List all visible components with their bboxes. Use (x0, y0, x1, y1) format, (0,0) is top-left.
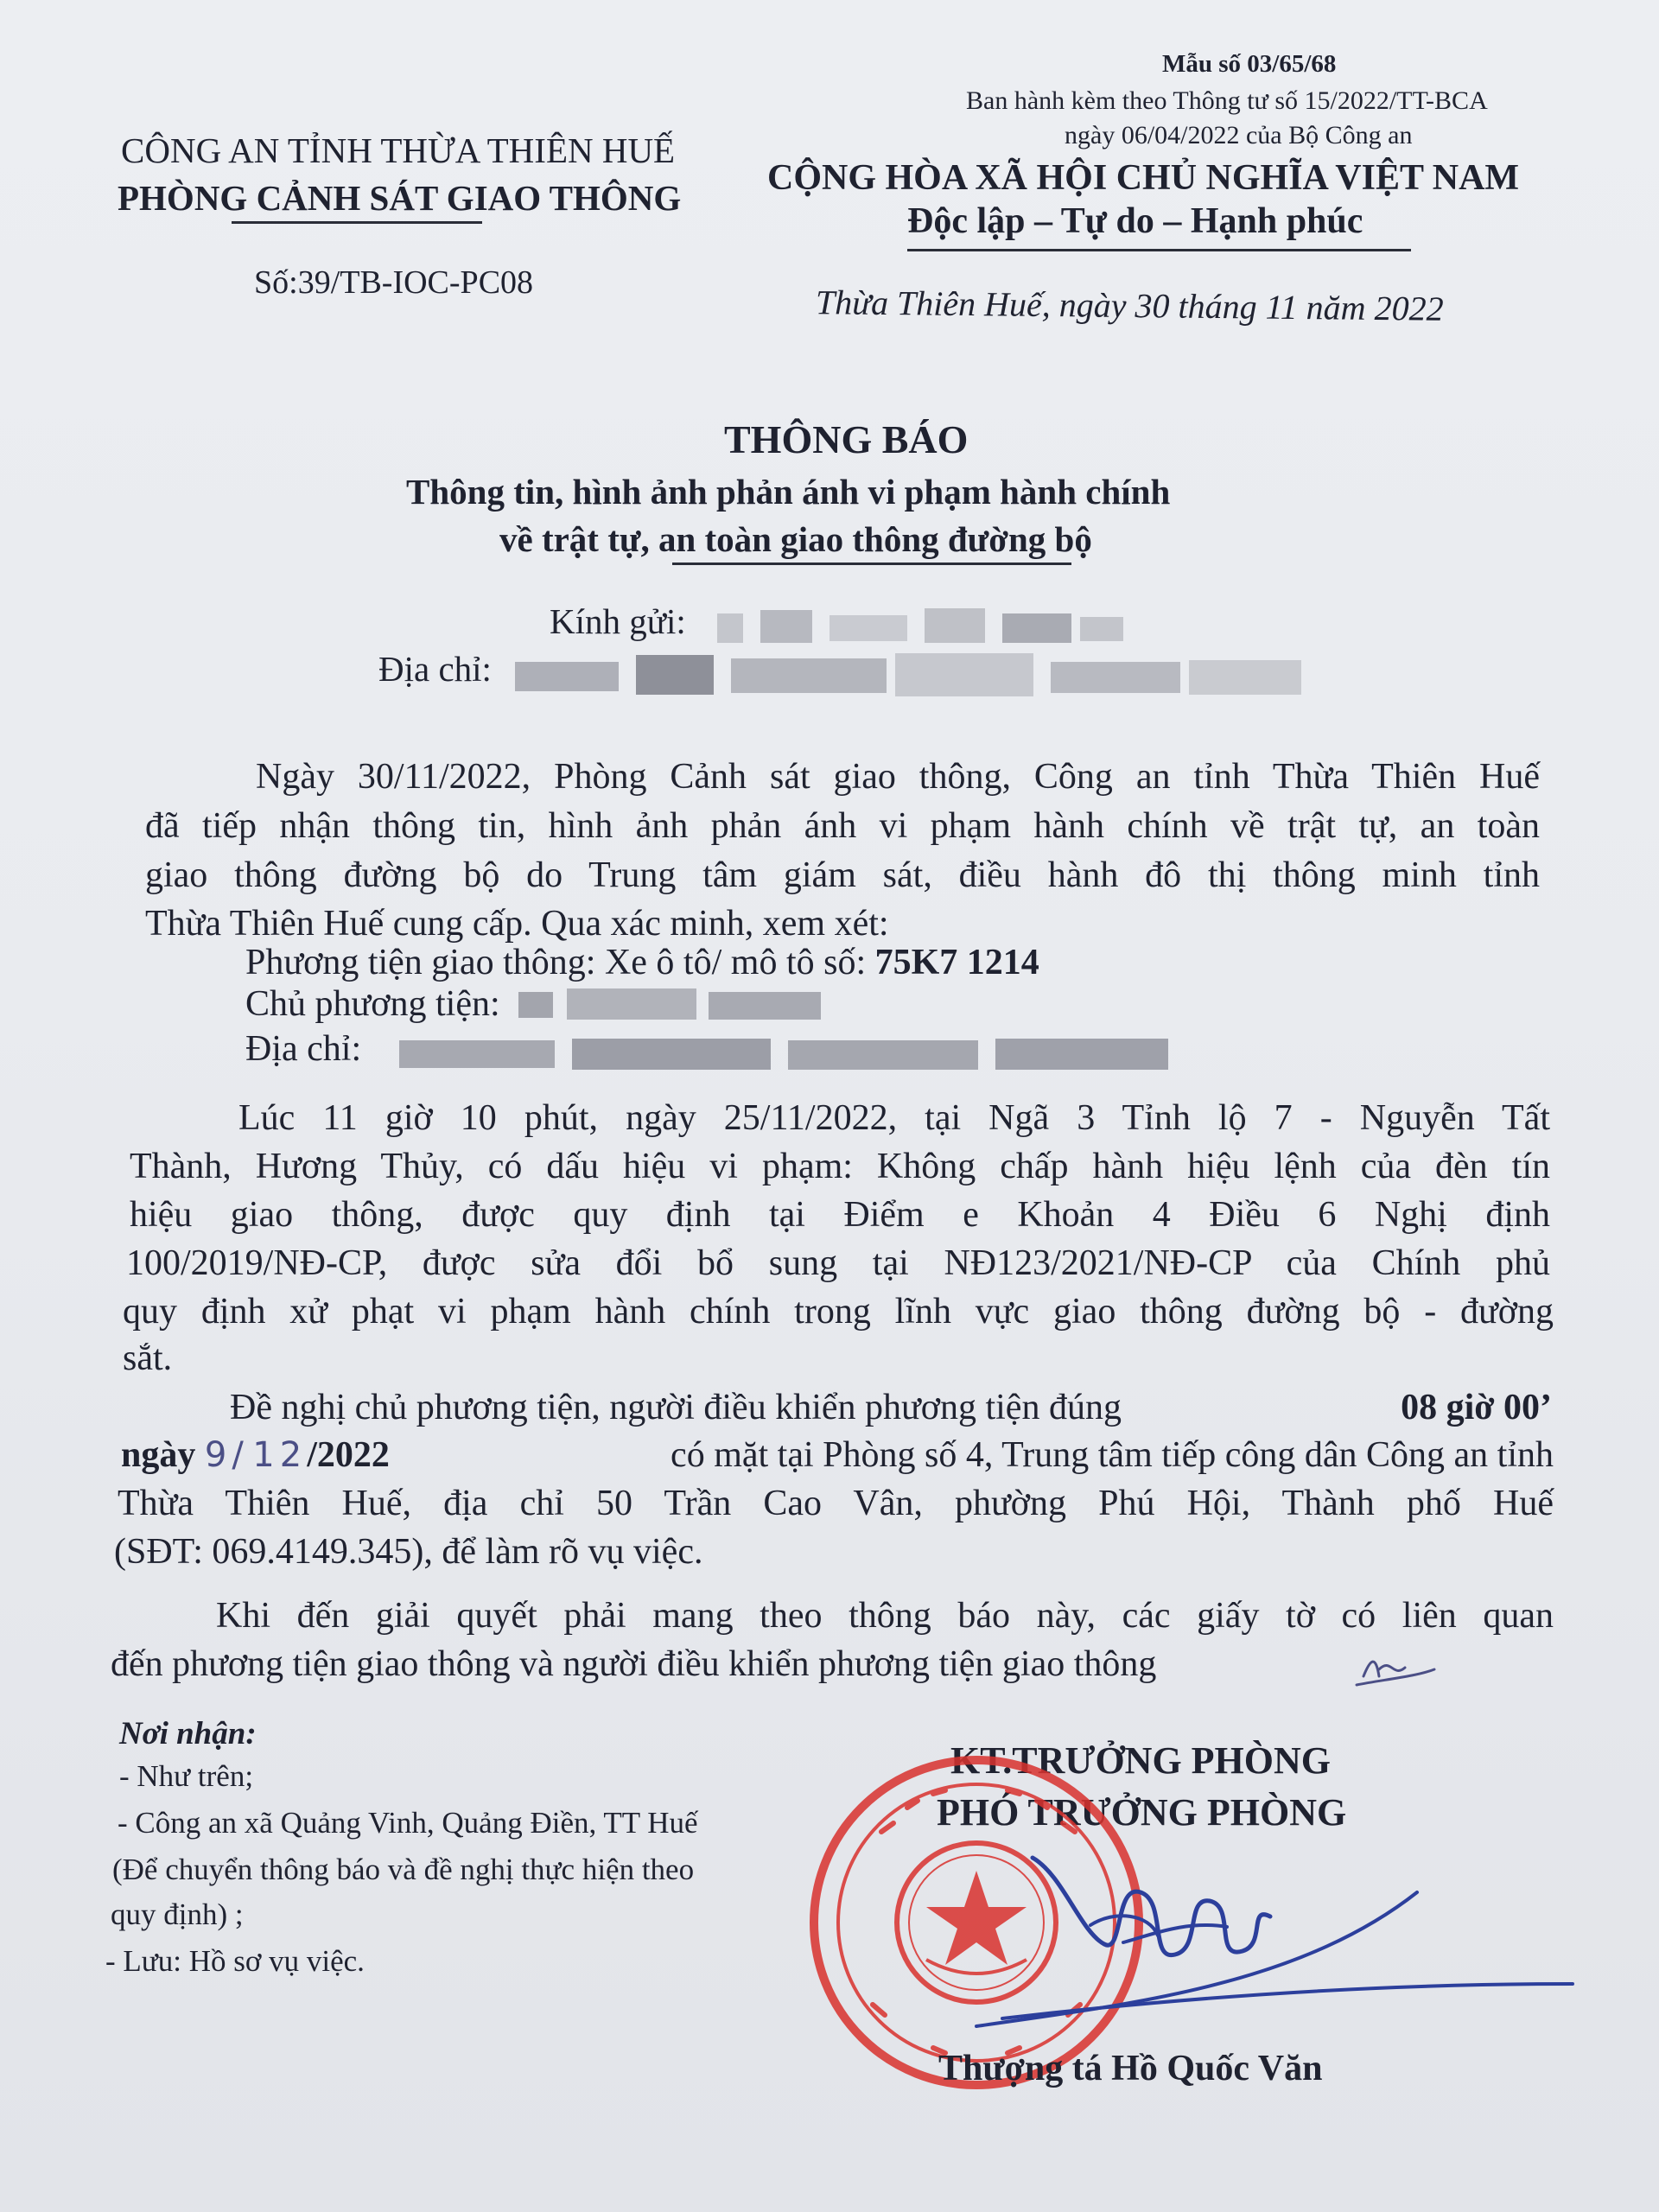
paragraph-2-line-6: sắt. (123, 1338, 173, 1378)
document-title: THÔNG BÁO (724, 417, 969, 461)
signer-name: Thượng tá Hồ Quốc Văn (938, 2049, 1323, 2088)
paragraph-4-line-2: đến phương tiện giao thông và người điều khiển phương tiện giao thông (111, 1644, 1157, 1684)
appointment-month: 12 (252, 1435, 308, 1475)
paragraph-1-line-2: đã tiếp nhận thông tin, hình ảnh phản ánh vi phạm hành chính về trật tự, an toàn (145, 806, 1540, 846)
vehicle-plate: 75K7 1214 (874, 943, 1039, 982)
receiver-item: quy định) ; (111, 1897, 244, 1931)
signer-title-2: PHÓ TRƯỞNG PHÒNG (937, 1791, 1347, 1834)
star-emblem-icon (926, 1871, 1027, 1965)
paragraph-3-line-4: (SĐT: 069.4149.345), để làm rõ vụ việc. (114, 1532, 703, 1572)
receiver-item: - Công an xã Quảng Vinh, Quảng Điền, TT Huế (118, 1806, 698, 1840)
owner-label: Chủ phương tiện: (245, 984, 500, 1024)
paragraph-2-line-2: Thành, Hương Thủy, có dấu hiệu vi phạm: Không chấp hành hiệu lệnh của đèn tín (130, 1147, 1550, 1186)
appointment-day: 9 (204, 1435, 232, 1475)
official-stamp (814, 1760, 1139, 2085)
receiver-item: - Như trên; (119, 1759, 254, 1793)
paragraph-2-line-4: 100/2019/NĐ-CP, được sửa đổi bổ sung tại NĐ123/2021/NĐ-CP của Chính phủ (126, 1243, 1550, 1283)
department-name: PHÒNG CẢNH SÁT GIAO THÔNG (118, 178, 682, 218)
appointment-year: /2022 (307, 1435, 390, 1475)
signer-title-1: KT.TRƯỞNG PHÒNG (950, 1739, 1331, 1782)
form-number: Mẫu số 03/65/68 (1162, 50, 1337, 78)
recipient-label: Kính gửi: (550, 601, 686, 641)
paragraph-2-line-3: hiệu giao thông, được quy định tại Điểm e Khoản 4 Điều 6 Nghị định (130, 1195, 1550, 1235)
owner-address-label: Địa chỉ: (245, 1029, 362, 1069)
paragraph-3-line-1-text: Đề nghị chủ phương tiện, người điều khiển phương tiện đúng (230, 1388, 1122, 1427)
paragraph-3-line-2-text: có mặt tại Phòng số 4, Trung tâm tiếp công dân Công an tỉnh (671, 1435, 1554, 1475)
paragraph-3-line-3: Thừa Thiên Huế, địa chỉ 50 Trần Cao Vân, phường Phú Hội, Thành phố Huế (118, 1484, 1554, 1523)
agency-name: CÔNG AN TỈNH THỪA THIÊN HUẾ (121, 130, 676, 170)
handwritten-initials (1357, 1662, 1434, 1685)
document-subtitle-line-1: Thông tin, hình ảnh phản ánh vi phạm hành chính (406, 472, 1171, 512)
issued-by-line-2: ngày 06/04/2022 của Bộ Công an (1065, 121, 1413, 149)
paragraph-1-line-4: Thừa Thiên Huế cung cấp. Qua xác minh, xem xét: (145, 904, 889, 944)
paragraph-4-line-1: Khi đến giải quyết phải mang theo thông báo này, các giấy tờ có liên quan (216, 1596, 1554, 1636)
paragraph-2-line-1: Lúc 11 giờ 10 phút, ngày 25/11/2022, tại Ngã 3 Tỉnh lộ 7 - Nguyễn Tất (238, 1098, 1550, 1138)
republic-name: CỘNG HÒA XÃ HỘI CHỦ NGHĨA VIỆT NAM (767, 158, 1520, 198)
receivers-title: Nơi nhận: (119, 1716, 257, 1751)
paragraph-2-line-5: quy định xử phạt vi phạm hành chính trong lĩnh vực giao thông đường bộ - đường (123, 1292, 1554, 1332)
date-separator: / (232, 1435, 244, 1475)
paragraph-1-line-1: Ngày 30/11/2022, Phòng Cảnh sát giao thông, Công an tỉnh Thừa Thiên Huế (256, 757, 1540, 797)
receiver-item: (Để chuyển thông báo và đề nghị thực hiện theo (112, 1853, 695, 1886)
document-subtitle-line-2: về trật tự, an toàn giao thông đường bộ (499, 519, 1092, 559)
national-motto: Độc lập – Tự do – Hạnh phúc (907, 201, 1363, 241)
place-and-date: Thừa Thiên Huế, ngày 30 tháng 11 năm 2022 (815, 283, 1444, 328)
appointment-time: 08 giờ 00’ (1401, 1388, 1552, 1427)
receiver-item: - Lưu: Hồ sơ vụ việc. (105, 1944, 365, 1978)
vehicle-label: Phương tiện giao thông: Xe ô tô/ mô tô số: (245, 943, 867, 982)
recipient-address-label: Địa chỉ: (378, 649, 492, 689)
paragraph-1-line-3: giao thông đường bộ do Trung tâm giám sát, điều hành đô thị thông minh tỉnh (145, 855, 1540, 895)
document-number: Số:39/TB-IOC-PC08 (254, 264, 534, 301)
issued-by-line-1: Ban hành kèm theo Thông tư số 15/2022/TT-BCA (966, 86, 1488, 115)
signature (976, 1858, 1573, 2026)
appointment-day-label: ngày (121, 1435, 196, 1475)
